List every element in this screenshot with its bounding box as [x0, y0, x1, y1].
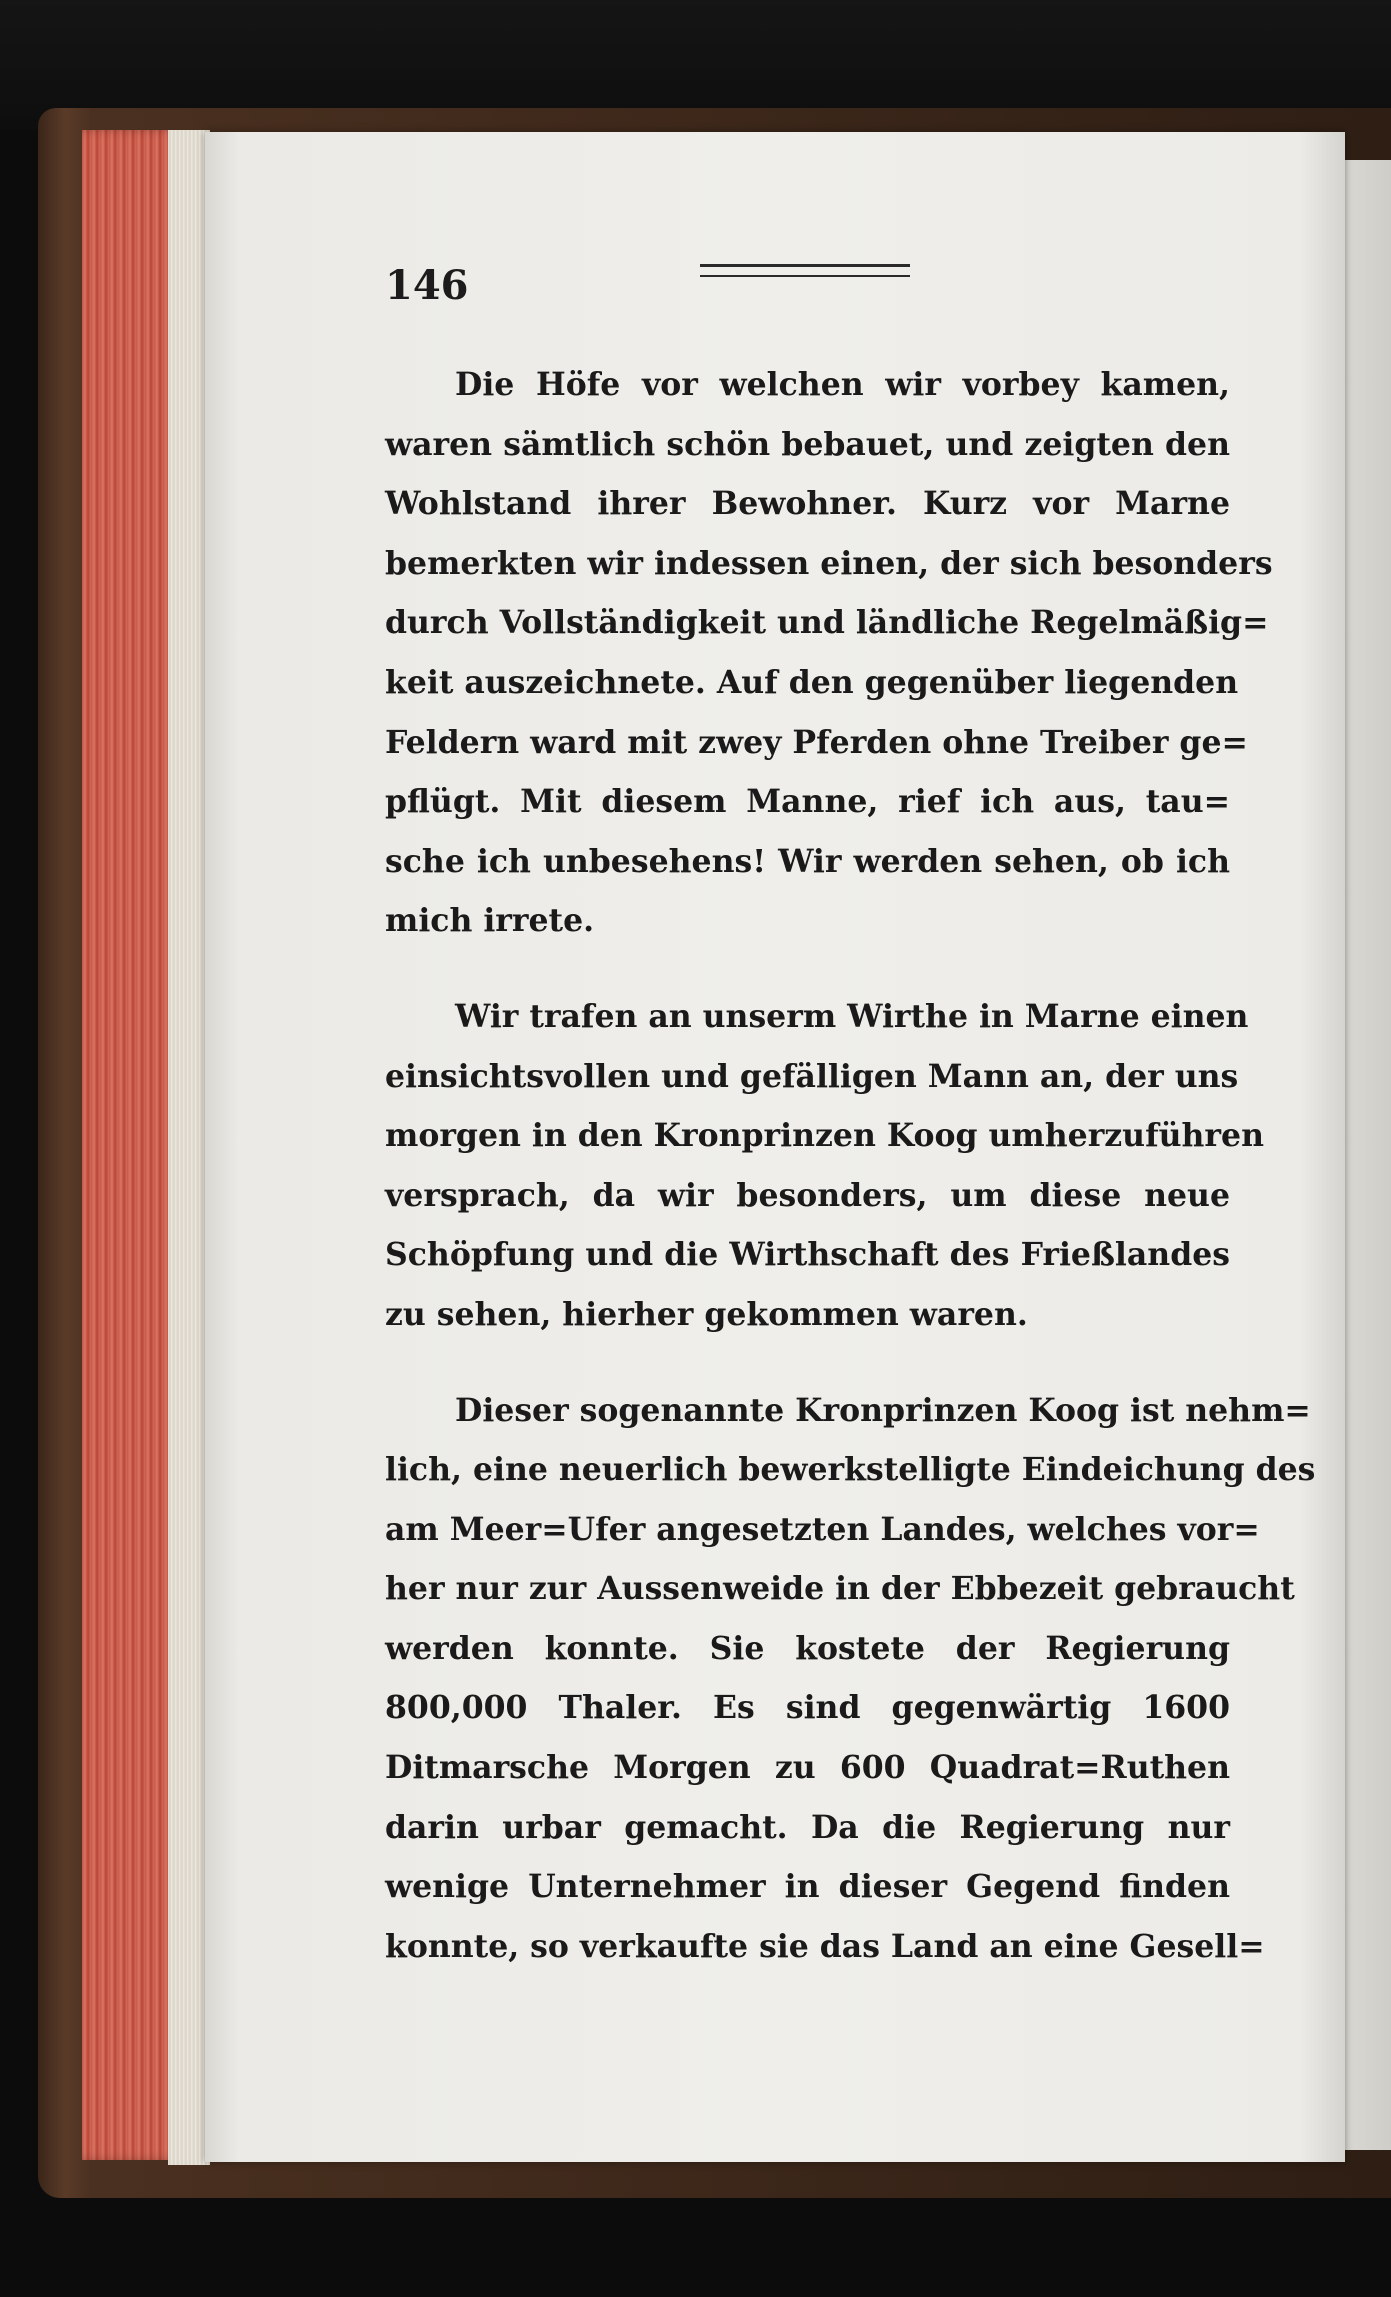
- text-line: konnte, so verkaufte sie das Land an eine Gesell=: [385, 1927, 1265, 1965]
- text-line: darin urbar gemacht. Da die Regierung nur: [385, 1808, 1230, 1846]
- text-line: Wohlstand ihrer Bewohner. Kurz vor Marne: [385, 485, 1230, 523]
- text-line: Ditmarsche Morgen zu 600 Quadrat=Ruthen: [385, 1749, 1230, 1787]
- paragraph: [385, 355, 1273, 951]
- page-stack-edge: [168, 130, 210, 2165]
- text-line: versprach, da wir besonders, um diese neue: [385, 1176, 1230, 1214]
- text-line: morgen in den Kronprinzen Koog umherzuführen: [385, 1117, 1264, 1155]
- text-line: am Meer=Ufer angesetzten Landes, welches vor=: [385, 1510, 1260, 1548]
- header-rule: [700, 264, 910, 277]
- text-line: wenige Unternehmer in dieser Gegend finden: [385, 1868, 1230, 1906]
- text-line: her nur zur Aussenweide in der Ebbezeit gebraucht: [385, 1570, 1295, 1608]
- text-line: Wir trafen an unserm Wirthe in Marne einen: [455, 997, 1249, 1035]
- page-text: [385, 355, 1316, 1976]
- text-line: 800,000 Thaler. Es sind gegenwärtig 1600: [385, 1689, 1230, 1727]
- paragraph: [385, 987, 1264, 1345]
- text-line: Die Höfe vor welchen wir vorbey kamen,: [455, 366, 1230, 403]
- text-line: Dieser sogenannte Kronprinzen Koog ist nehm=: [455, 1391, 1311, 1429]
- text-line: mich irrete.: [385, 902, 595, 940]
- text-line: Feldern ward mit zwey Pferden ohne Treiber ge=: [385, 723, 1248, 761]
- text-line: waren sämtlich schön bebauet, und zeigten den: [385, 425, 1230, 463]
- text-line: durch Vollständigkeit und ländliche Regelmäßig=: [385, 604, 1269, 642]
- paragraph: [385, 1381, 1316, 1977]
- text-line: werden konnte. Sie kostete der Regierung: [385, 1629, 1230, 1667]
- paragraph-gap: [385, 951, 1230, 987]
- text-line: lich, eine neuerlich bewerkstelligte Eindeichung des: [385, 1451, 1316, 1489]
- text-line: sche ich unbesehens! Wir werden sehen, ob ich: [385, 842, 1230, 880]
- text-line: pflügt. Mit diesem Manne, rief ich aus, tau=: [385, 783, 1230, 821]
- text-line: zu sehen, hierher gekommen waren.: [385, 1295, 1028, 1333]
- text-line: Schöpfung und die Wirthschaft des Frießlandes: [385, 1236, 1230, 1274]
- text-line: einsichtsvollen und gefälligen Mann an, der uns: [385, 1057, 1239, 1095]
- page-number: 146: [385, 262, 469, 309]
- text-line: keit auszeichnete. Auf den gegenüber liegenden: [385, 663, 1239, 701]
- text-line: bemerkten wir indessen einen, der sich besonders: [385, 544, 1273, 582]
- paragraph-gap: [385, 1345, 1230, 1381]
